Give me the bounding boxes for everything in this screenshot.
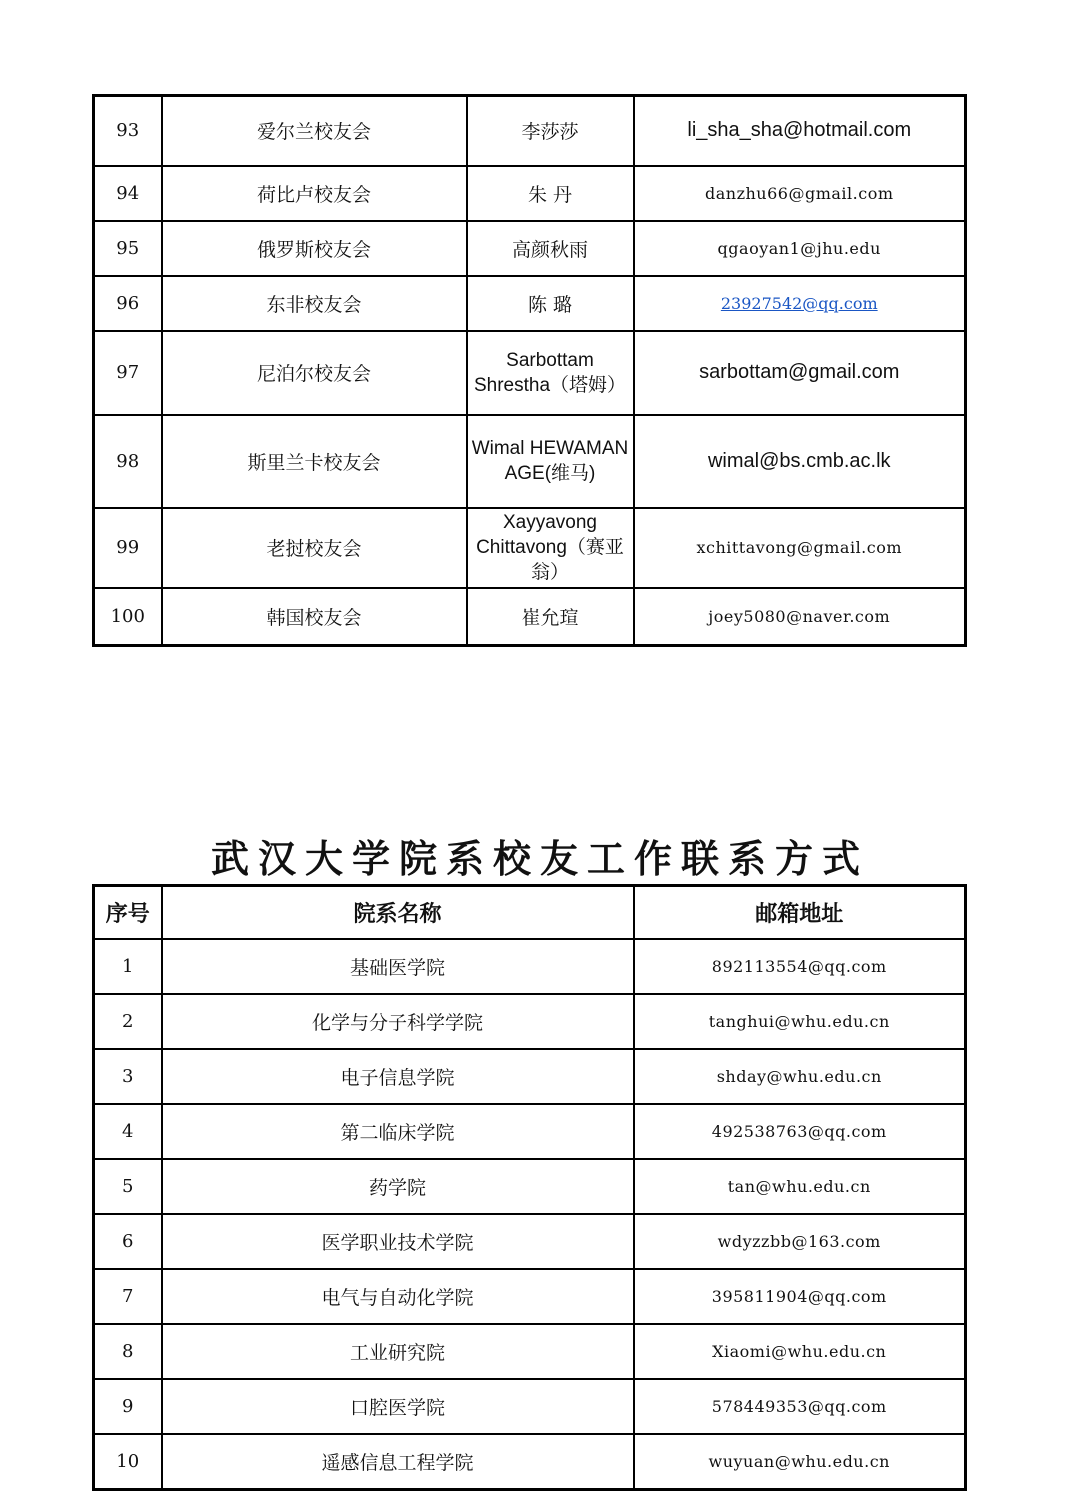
- row-number: 6: [94, 1214, 162, 1269]
- association-name: 爱尔兰校友会: [162, 96, 467, 166]
- row-number: 95: [94, 221, 162, 276]
- department-name: 电气与自动化学院: [162, 1269, 634, 1324]
- header-email: 邮箱地址: [634, 886, 966, 940]
- association-name: 韩国校友会: [162, 588, 467, 646]
- email-address: 578449353@qq.com: [634, 1379, 966, 1434]
- email-address: joey5080@naver.com: [634, 588, 966, 646]
- email-address: danzhu66@gmail.com: [634, 166, 966, 221]
- table-row: [94, 588, 966, 646]
- header-number: 序号: [94, 886, 162, 940]
- row-number: 97: [94, 331, 162, 415]
- association-name: 东非校友会: [162, 276, 467, 331]
- email-address: wimal@bs.cmb.ac.lk: [634, 415, 966, 508]
- department-name: 遥感信息工程学院: [162, 1434, 634, 1489]
- table-row: [94, 1434, 966, 1489]
- contact-name: Sarbottam Shrestha（塔姆）: [467, 331, 634, 415]
- email-address: Xiaomi@whu.edu.cn: [634, 1324, 966, 1379]
- table-row: [94, 1104, 966, 1159]
- association-name: 荷比卢校友会: [162, 166, 467, 221]
- row-number: 3: [94, 1049, 162, 1104]
- row-number: 94: [94, 166, 162, 221]
- association-name: 老挝校友会: [162, 508, 467, 588]
- contact-name: 高颜秋雨: [467, 221, 634, 276]
- table-row: [94, 415, 966, 508]
- department-name: 工业研究院: [162, 1324, 634, 1379]
- department-name: 电子信息学院: [162, 1049, 634, 1104]
- row-number: 8: [94, 1324, 162, 1379]
- email-address: 892113554@qq.com: [634, 939, 966, 994]
- table-row: [94, 1214, 966, 1269]
- row-number: 10: [94, 1434, 162, 1489]
- email-address: tan@whu.edu.cn: [634, 1159, 966, 1214]
- contact-name: Wimal HEWAMANAGE(维马): [467, 415, 634, 508]
- table-row: [94, 276, 966, 331]
- department-name: 基础医学院: [162, 939, 634, 994]
- table-row: [94, 1379, 966, 1434]
- table-row: [94, 994, 966, 1049]
- email-address: 395811904@qq.com: [634, 1269, 966, 1324]
- row-number: 100: [94, 588, 162, 646]
- row-number: 5: [94, 1159, 162, 1214]
- association-name: 尼泊尔校友会: [162, 331, 467, 415]
- department-name: 药学院: [162, 1159, 634, 1214]
- alumni-association-table: [92, 94, 967, 647]
- contact-name: 崔允瑄: [467, 588, 634, 646]
- header-department: 院系名称: [162, 886, 634, 940]
- email-address: shday@whu.edu.cn: [634, 1049, 966, 1104]
- contact-name: Xayyavong Chittavong（赛亚翁）: [467, 508, 634, 588]
- table-row: [94, 331, 966, 415]
- email-address: 492538763@qq.com: [634, 1104, 966, 1159]
- department-name: 第二临床学院: [162, 1104, 634, 1159]
- row-number: 96: [94, 276, 162, 331]
- email-address: li_sha_sha@hotmail.com: [634, 96, 966, 166]
- table-row: [94, 1269, 966, 1324]
- email-address: wuyuan@whu.edu.cn: [634, 1434, 966, 1489]
- department-contact-table: [92, 884, 967, 1491]
- row-number: 1: [94, 939, 162, 994]
- row-number: 99: [94, 508, 162, 588]
- email-address: xchittavong@gmail.com: [634, 508, 966, 588]
- department-name: 化学与分子科学学院: [162, 994, 634, 1049]
- department-name: 口腔医学院: [162, 1379, 634, 1434]
- table-row: [94, 1159, 966, 1214]
- email-address: wdyzzbb@163.com: [634, 1214, 966, 1269]
- table-row: [94, 166, 966, 221]
- section-title: 武汉大学院系校友工作联系方式: [210, 836, 869, 881]
- table-row: [94, 221, 966, 276]
- table-row: [94, 1324, 966, 1379]
- email-address: tanghui@whu.edu.cn: [634, 994, 966, 1049]
- row-number: 9: [94, 1379, 162, 1434]
- table-row: [94, 939, 966, 994]
- association-name: 斯里兰卡校友会: [162, 415, 467, 508]
- contact-name: 朱 丹: [467, 166, 634, 221]
- table-row: [94, 508, 966, 588]
- department-name: 医学职业技术学院: [162, 1214, 634, 1269]
- table-row: [94, 96, 966, 166]
- association-name: 俄罗斯校友会: [162, 221, 467, 276]
- email-address: sarbottam@gmail.com: [634, 331, 966, 415]
- row-number: 4: [94, 1104, 162, 1159]
- row-number: 93: [94, 96, 162, 166]
- table-header-row: [94, 886, 966, 940]
- email-link[interactable]: 23927542@qq.com: [634, 276, 966, 331]
- row-number: 7: [94, 1269, 162, 1324]
- email-address: qgaoyan1@jhu.edu: [634, 221, 966, 276]
- row-number: 98: [94, 415, 162, 508]
- contact-name: 陈 璐: [467, 276, 634, 331]
- table-row: [94, 1049, 966, 1104]
- contact-name: 李莎莎: [467, 96, 634, 166]
- row-number: 2: [94, 994, 162, 1049]
